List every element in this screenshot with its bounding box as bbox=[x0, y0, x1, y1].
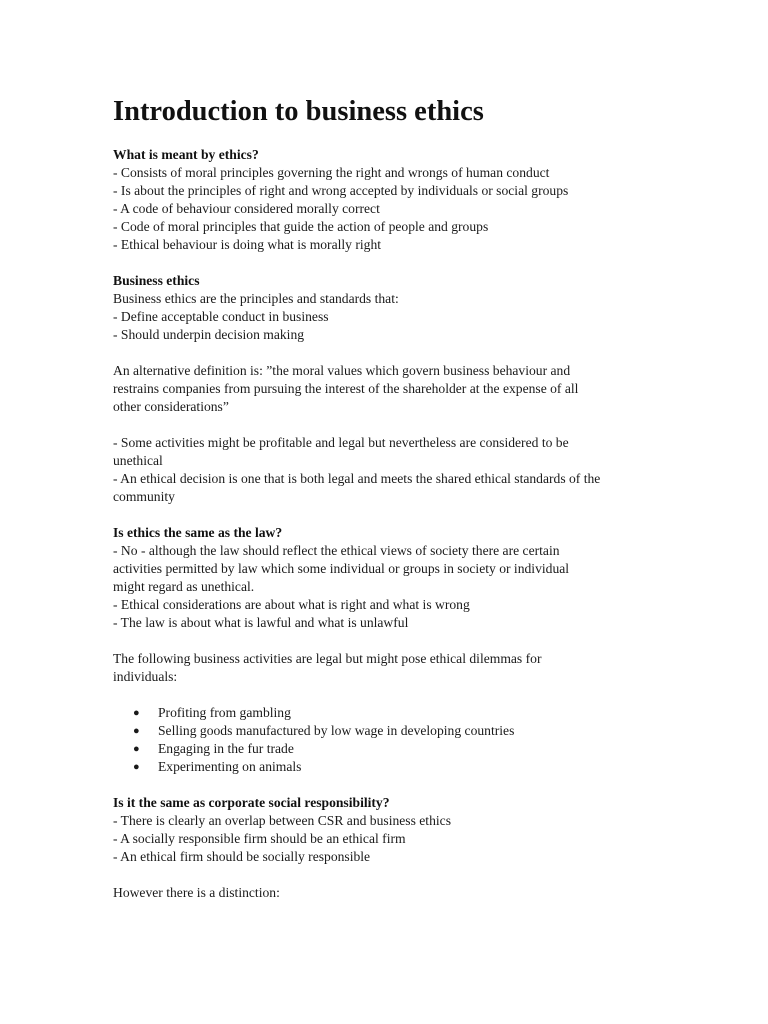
section-heading-ethics-vs-law: Is ethics the same as the law? bbox=[113, 525, 283, 540]
section-heading-business-ethics: Business ethics bbox=[113, 273, 200, 288]
paragraph-line: An alternative definition is: ”the moral values which govern business behaviour and bbox=[113, 363, 571, 378]
paragraph-line: activities permitted by law which some individual or groups in society or individual bbox=[113, 561, 570, 576]
list-item bbox=[113, 722, 673, 740]
paragraph-gap bbox=[113, 344, 673, 362]
bullet-icon: ● bbox=[133, 707, 140, 719]
bullet-icon: ● bbox=[133, 725, 140, 737]
section-heading-csr: Is it the same as corporate social responsibility? bbox=[113, 795, 390, 810]
bullet-list bbox=[113, 704, 673, 776]
list-item-text: Experimenting on animals bbox=[158, 759, 302, 774]
paragraph-gap bbox=[113, 254, 673, 272]
paragraph-gap bbox=[113, 776, 673, 794]
paragraph-line: unethical bbox=[113, 453, 163, 468]
bullet-icon: ● bbox=[133, 743, 140, 755]
document-title: Introduction to business ethics bbox=[113, 96, 484, 127]
paragraph-line: - There is clearly an overlap between CSR and business ethics bbox=[113, 813, 451, 828]
paragraph-gap bbox=[113, 866, 673, 884]
paragraph-line: community bbox=[113, 489, 175, 504]
paragraph-line: - Should underpin decision making bbox=[113, 327, 305, 342]
paragraph-gap bbox=[113, 416, 673, 434]
paragraph-line: - A socially responsible firm should be an ethical firm bbox=[113, 831, 406, 846]
document-page bbox=[113, 92, 673, 902]
list-item-text: Engaging in the fur trade bbox=[158, 741, 294, 756]
paragraph-line: - Consists of moral principles governing the right and wrongs of human conduct bbox=[113, 165, 550, 180]
paragraph-line: - No - although the law should reflect the ethical views of society there are certain bbox=[113, 543, 560, 558]
paragraph-gap bbox=[113, 686, 673, 704]
paragraph-line: - Define acceptable conduct in business bbox=[113, 309, 329, 324]
paragraph-gap bbox=[113, 632, 673, 650]
paragraph-line: - An ethical decision is one that is both legal and meets the shared ethical standards of the bbox=[113, 471, 601, 486]
paragraph-line: other considerations” bbox=[113, 399, 229, 414]
list-item-text: Profiting from gambling bbox=[158, 705, 291, 720]
paragraph-line: - Code of moral principles that guide the action of people and groups bbox=[113, 219, 489, 234]
paragraph-line: might regard as unethical. bbox=[113, 579, 255, 594]
list-item-text: Selling goods manufactured by low wage in developing countries bbox=[158, 723, 515, 738]
paragraph-line: - Ethical behaviour is doing what is morally right bbox=[113, 237, 382, 252]
paragraph-line: The following business activities are legal but might pose ethical dilemmas for bbox=[113, 651, 542, 666]
paragraph-line: - Ethical considerations are about what is right and what is wrong bbox=[113, 597, 470, 612]
list-item bbox=[113, 740, 673, 758]
paragraph-line: - A code of behaviour considered morally correct bbox=[113, 201, 380, 216]
paragraph-line: - An ethical firm should be socially responsible bbox=[113, 849, 371, 864]
section-heading-ethics: What is meant by ethics? bbox=[113, 147, 259, 162]
paragraph-gap bbox=[113, 506, 673, 524]
list-item bbox=[113, 704, 673, 722]
bullet-icon: ● bbox=[133, 761, 140, 773]
paragraph-line: individuals: bbox=[113, 669, 178, 684]
paragraph-line: However there is a distinction: bbox=[113, 885, 280, 900]
paragraph-line: restrains companies from pursuing the interest of the shareholder at the expense of all bbox=[113, 381, 579, 396]
paragraph-line: Business ethics are the principles and standards that: bbox=[113, 291, 399, 306]
list-item bbox=[113, 758, 673, 776]
paragraph-line: - Some activities might be profitable and legal but nevertheless are considered to be bbox=[113, 435, 569, 450]
paragraph-line: - The law is about what is lawful and what is unlawful bbox=[113, 615, 409, 630]
paragraph-line: - Is about the principles of right and wrong accepted by individuals or social groups bbox=[113, 183, 569, 198]
